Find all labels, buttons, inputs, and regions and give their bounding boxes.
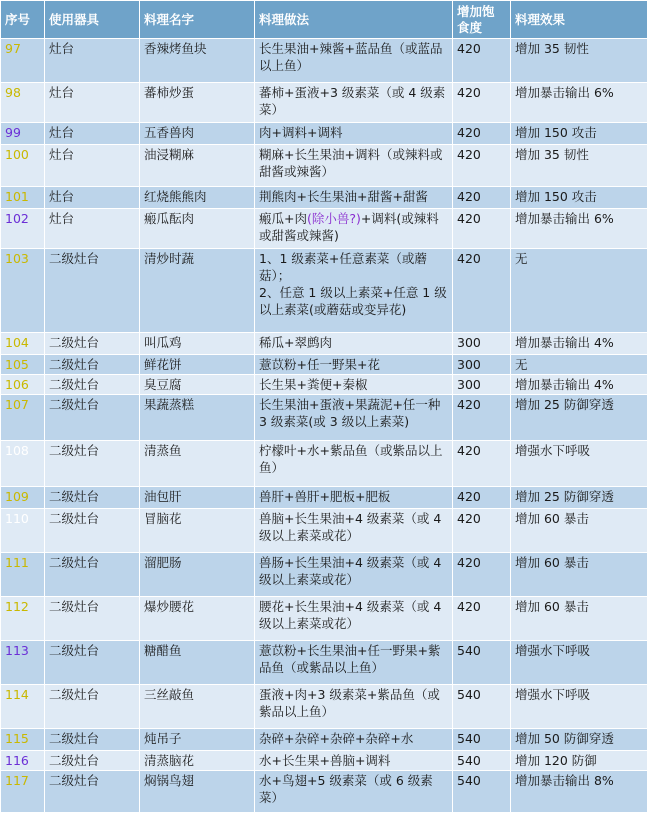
row-satiety: 420 — [453, 597, 511, 641]
row-dish-name: 炖吊子 — [140, 729, 255, 751]
header-tool: 使用器具 — [45, 1, 140, 39]
row-dish-name: 鲜花饼 — [140, 355, 255, 375]
table-row — [1, 83, 647, 123]
row-number: 111 — [1, 553, 45, 597]
row-dish-name: 瘢瓜酝肉 — [140, 209, 255, 249]
row-satiety: 420 — [453, 209, 511, 249]
row-recipe: 兽肠+长生果油+4 级素菜（或 4 级以上素菜或花） — [255, 553, 453, 597]
recipe-highlight-note: (除小兽?) — [307, 211, 361, 226]
row-effect: 无 — [511, 355, 647, 375]
row-number: 108 — [1, 441, 45, 487]
row-dish-name: 果蔬蒸糕 — [140, 395, 255, 441]
table-row — [1, 441, 647, 487]
row-dish-name: 清蒸鱼 — [140, 441, 255, 487]
row-effect: 增加 25 防御穿透 — [511, 395, 647, 441]
table-row — [1, 771, 647, 813]
header-effect: 料理效果 — [511, 1, 647, 39]
row-satiety: 540 — [453, 641, 511, 685]
row-tool: 二级灶台 — [45, 597, 140, 641]
row-tool: 二级灶台 — [45, 375, 140, 395]
row-satiety: 420 — [453, 509, 511, 553]
row-dish-name: 清炒时蔬 — [140, 249, 255, 333]
row-number: 109 — [1, 487, 45, 509]
row-effect: 增强水下呼吸 — [511, 441, 647, 487]
row-recipe — [255, 209, 453, 249]
row-effect: 增加暴击输出 8% — [511, 771, 647, 813]
row-number: 101 — [1, 187, 45, 209]
row-number: 112 — [1, 597, 45, 641]
row-satiety: 420 — [453, 145, 511, 187]
row-satiety: 420 — [453, 39, 511, 83]
row-satiety: 420 — [453, 441, 511, 487]
row-satiety: 540 — [453, 771, 511, 813]
row-satiety: 420 — [453, 395, 511, 441]
table-row — [1, 123, 647, 145]
row-satiety: 420 — [453, 249, 511, 333]
row-recipe: 兽肝+兽肝+肥板+肥板 — [255, 487, 453, 509]
row-tool: 二级灶台 — [45, 685, 140, 729]
row-dish-name: 清蒸脑花 — [140, 751, 255, 771]
row-number: 103 — [1, 249, 45, 333]
row-number: 114 — [1, 685, 45, 729]
row-effect: 增加 35 韧性 — [511, 39, 647, 83]
table-header-row — [1, 1, 647, 39]
row-recipe: 柠檬叶+水+紫品鱼（或紫品以上鱼） — [255, 441, 453, 487]
row-tool: 灶台 — [45, 187, 140, 209]
row-recipe: 薏苡粉+任一野果+花 — [255, 355, 453, 375]
table-row — [1, 375, 647, 395]
row-satiety: 300 — [453, 355, 511, 375]
table-row — [1, 487, 647, 509]
row-number: 106 — [1, 375, 45, 395]
row-effect: 无 — [511, 249, 647, 333]
row-recipe: 水+长生果+兽脑+调料 — [255, 751, 453, 771]
table-row — [1, 209, 647, 249]
row-dish-name: 糖醋鱼 — [140, 641, 255, 685]
row-recipe: 肉+调料+调料 — [255, 123, 453, 145]
row-dish-name: 蕃柿炒蛋 — [140, 83, 255, 123]
row-satiety: 420 — [453, 83, 511, 123]
row-tool: 灶台 — [45, 209, 140, 249]
row-number: 117 — [1, 771, 45, 813]
table-row — [1, 641, 647, 685]
row-recipe: 长生果油+辣酱+蓝品鱼（或蓝品以上鱼） — [255, 39, 453, 83]
row-recipe: 水+鸟翅+5 级素菜（或 6 级素菜） — [255, 771, 453, 813]
row-recipe: 长生果油+蛋液+果蔬泥+任一种 3 级素菜(或 3 级以上素菜) — [255, 395, 453, 441]
row-dish-name: 油包肝 — [140, 487, 255, 509]
row-effect: 增加 60 暴击 — [511, 553, 647, 597]
row-number: 105 — [1, 355, 45, 375]
row-satiety: 420 — [453, 123, 511, 145]
row-effect: 增加暴击输出 6% — [511, 83, 647, 123]
table-row — [1, 145, 647, 187]
table-row — [1, 751, 647, 771]
row-effect: 增强水下呼吸 — [511, 685, 647, 729]
row-tool: 二级灶台 — [45, 553, 140, 597]
row-effect: 增加暴击输出 6% — [511, 209, 647, 249]
row-tool: 二级灶台 — [45, 249, 140, 333]
recipe-part: 瘢瓜+肉 — [259, 211, 307, 226]
table-row — [1, 187, 647, 209]
row-satiety: 420 — [453, 487, 511, 509]
row-effect: 增加 35 韧性 — [511, 145, 647, 187]
header-number: 序号 — [1, 1, 45, 39]
row-dish-name: 油浸糊麻 — [140, 145, 255, 187]
row-dish-name: 香辣烤鱼块 — [140, 39, 255, 83]
row-satiety: 420 — [453, 187, 511, 209]
row-tool: 二级灶台 — [45, 771, 140, 813]
row-dish-name: 五香兽肉 — [140, 123, 255, 145]
table-row — [1, 395, 647, 441]
row-effect: 增加 25 防御穿透 — [511, 487, 647, 509]
row-dish-name: 冒脑花 — [140, 509, 255, 553]
row-number: 116 — [1, 751, 45, 771]
row-dish-name: 臭豆腐 — [140, 375, 255, 395]
row-recipe: 薏苡粉+长生果油+任一野果+紫品鱼（或紫品以上鱼） — [255, 641, 453, 685]
recipe-part: +调料(或辣料或甜酱或辣酱) — [259, 211, 439, 243]
recipe-line: 1、1 级素菜+任意素菜（或蘑菇）； — [259, 250, 448, 284]
row-dish-name: 红烧熊熊肉 — [140, 187, 255, 209]
row-satiety: 300 — [453, 375, 511, 395]
row-effect: 增加 150 攻击 — [511, 187, 647, 209]
row-tool: 二级灶台 — [45, 355, 140, 375]
recipe-line: 2、任意 1 级以上素菜+任意 1 级以上素菜(或蘑菇或变异花) — [259, 284, 448, 318]
row-satiety: 540 — [453, 751, 511, 771]
row-satiety: 540 — [453, 729, 511, 751]
row-number: 113 — [1, 641, 45, 685]
table-row — [1, 553, 647, 597]
row-effect: 增加 120 防御 — [511, 751, 647, 771]
table-row — [1, 249, 647, 333]
row-number: 97 — [1, 39, 45, 83]
header-recipe: 料理做法 — [255, 1, 453, 39]
row-effect: 增加 50 防御穿透 — [511, 729, 647, 751]
row-satiety: 300 — [453, 333, 511, 355]
row-number: 110 — [1, 509, 45, 553]
row-satiety: 420 — [453, 553, 511, 597]
row-number: 102 — [1, 209, 45, 249]
table-row — [1, 333, 647, 355]
row-tool: 二级灶台 — [45, 441, 140, 487]
row-tool: 灶台 — [45, 83, 140, 123]
table-row — [1, 355, 647, 375]
row-dish-name: 溜肥肠 — [140, 553, 255, 597]
row-number: 98 — [1, 83, 45, 123]
row-tool: 灶台 — [45, 123, 140, 145]
row-dish-name: 爆炒腰花 — [140, 597, 255, 641]
row-number: 107 — [1, 395, 45, 441]
row-number: 100 — [1, 145, 45, 187]
row-tool: 二级灶台 — [45, 487, 140, 509]
row-recipe: 糊麻+长生果油+调料（或辣料或甜酱或辣酱） — [255, 145, 453, 187]
row-recipe: 蛋液+肉+3 级素菜+紫品鱼（或紫品以上鱼） — [255, 685, 453, 729]
row-tool: 二级灶台 — [45, 729, 140, 751]
row-recipe: 杂碎+杂碎+杂碎+杂碎+水 — [255, 729, 453, 751]
table-row — [1, 39, 647, 83]
header-name: 料理名字 — [140, 1, 255, 39]
row-effect: 增加 150 攻击 — [511, 123, 647, 145]
row-dish-name: 焖锅鸟翅 — [140, 771, 255, 813]
row-effect: 增加暴击输出 4% — [511, 333, 647, 355]
row-effect: 增加 60 暴击 — [511, 597, 647, 641]
row-effect: 增加 60 暴击 — [511, 509, 647, 553]
table-row — [1, 509, 647, 553]
table-row — [1, 729, 647, 751]
row-number: 99 — [1, 123, 45, 145]
row-recipe: 腰花+长生果油+4 级素菜（或 4 级以上素菜或花） — [255, 597, 453, 641]
row-recipe: 兽脑+长生果油+4 级素菜（或 4 级以上素菜或花） — [255, 509, 453, 553]
header-satiety: 增加饱食度 — [453, 1, 511, 39]
row-recipe: 长生果+粪便+秦椒 — [255, 375, 453, 395]
row-dish-name: 叫瓜鸡 — [140, 333, 255, 355]
table-row — [1, 685, 647, 729]
row-satiety: 540 — [453, 685, 511, 729]
row-tool: 灶台 — [45, 145, 140, 187]
row-dish-name: 三丝敲鱼 — [140, 685, 255, 729]
row-effect: 增强水下呼吸 — [511, 641, 647, 685]
row-number: 104 — [1, 333, 45, 355]
row-recipe: 蕃柿+蛋液+3 级素菜（或 4 级素菜） — [255, 83, 453, 123]
row-tool: 二级灶台 — [45, 395, 140, 441]
row-number: 115 — [1, 729, 45, 751]
row-tool: 二级灶台 — [45, 751, 140, 771]
row-tool: 二级灶台 — [45, 333, 140, 355]
row-recipe: 荆熊肉+长生果油+甜酱+甜酱 — [255, 187, 453, 209]
row-recipe: 稀瓜+翠鹧肉 — [255, 333, 453, 355]
row-tool: 二级灶台 — [45, 509, 140, 553]
row-tool: 灶台 — [45, 39, 140, 83]
table-row — [1, 597, 647, 641]
row-effect: 增加暴击输出 4% — [511, 375, 647, 395]
row-recipe — [255, 249, 453, 333]
row-tool: 二级灶台 — [45, 641, 140, 685]
